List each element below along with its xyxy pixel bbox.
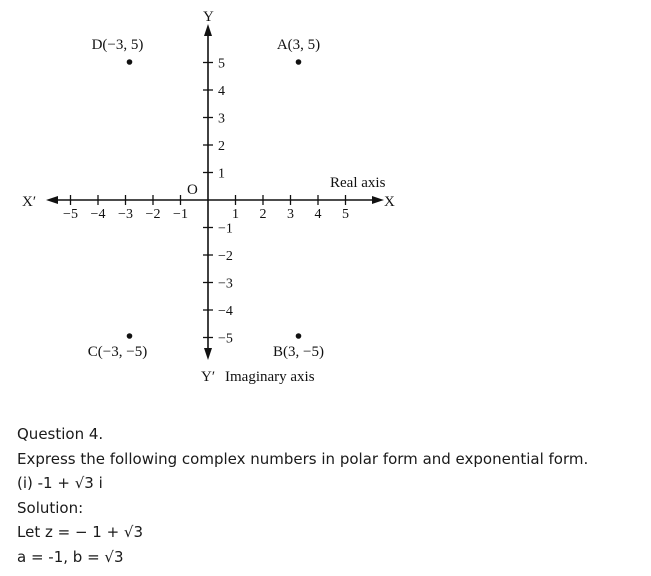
y-tick-label: −3 [218,276,233,292]
question-heading: Question 4. [17,425,104,443]
solution-label: Solution: [17,498,84,517]
y-tick-label: −1 [218,221,233,237]
imaginary-axis-label: Imaginary axis [225,369,315,385]
x-tick-label: 1 [232,207,239,222]
y-axis-bottom-label: Y′ [201,369,216,385]
point-c-dot [127,333,133,339]
point-c-label: C(−3, −5) [87,344,148,360]
solution-step: Let z = − 1 + √3 [17,523,144,542]
x-axis-arrow-left [46,196,58,204]
origin-label: O [187,182,198,198]
x-tick-label: 4 [314,207,322,222]
solution-step: a = -1, b = √3 [17,547,124,566]
x-tick-label: −2 [145,207,161,222]
x-tick-label: 5 [342,207,349,222]
x-tick-label: 3 [287,207,294,222]
y-tick-label: −5 [218,331,233,347]
y-tick-label: 3 [218,111,225,127]
point-a-dot [296,59,302,65]
x-axis-right-label: X [384,194,395,210]
x-axis-arrow-right [372,196,384,204]
solution-text [17,422,647,570]
point-d-label: D(−3, 5) [91,37,144,53]
y-tick-label: 1 [218,166,225,182]
y-tick-label: 2 [218,139,225,154]
y-tick-label: −4 [218,304,233,319]
y-tick-label: 4 [218,84,225,99]
y-tick-label: −2 [218,249,233,264]
y-tick-label: 5 [218,56,225,72]
y-axis-top-label: Y [203,9,214,25]
x-tick-label: −5 [63,207,78,222]
x-tick-label: −4 [90,207,106,222]
x-tick-label: −3 [118,207,133,222]
x-tick-label: 2 [259,207,267,222]
question-part: (i) -1 + √3 i [17,474,103,493]
y-axis-arrow-up [204,24,212,36]
point-b-label: B(3, −5) [273,344,324,360]
point-b-dot [296,333,302,339]
x-axis-left-label: X′ [22,194,37,210]
y-axis-arrow-down [204,348,212,360]
x-tick-label: −1 [173,207,188,222]
question-prompt: Express the following complex numbers in polar form and exponential form. [17,449,589,468]
point-a-label: A(3, 5) [276,37,321,53]
real-axis-label: Real axis [330,175,386,191]
point-d-dot [127,59,133,65]
